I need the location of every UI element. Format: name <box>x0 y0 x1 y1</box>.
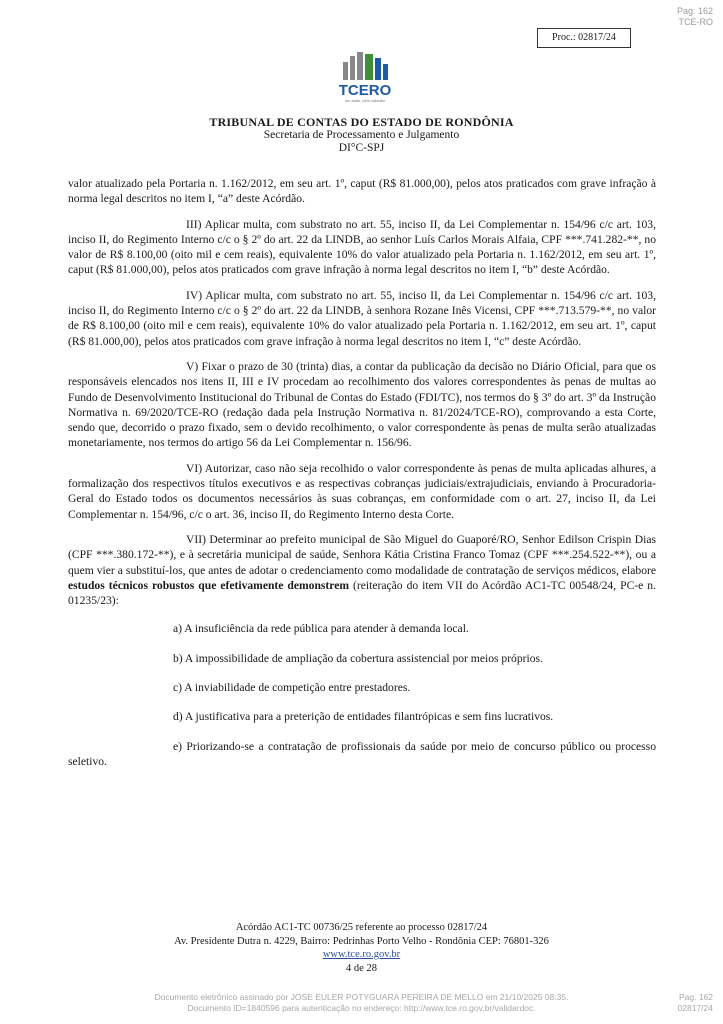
footer-address: Av. Presidente Dutra n. 4229, Bairro: Pedrinhas Porto Velho - Rondônia CEP: 76801-326 <box>174 935 549 947</box>
header-dept: DI°C-SPJ <box>338 142 385 154</box>
document-body <box>68 176 656 783</box>
paragraph-item-vii <box>68 532 656 608</box>
tcero-logo <box>333 48 397 104</box>
list-item-c: c) A inviabilidade de competição entre prestadores. <box>173 681 411 695</box>
footer-website-link[interactable]: www.tce.ro.gov.br <box>322 949 401 960</box>
document-header <box>0 116 723 155</box>
p7-text-bold: estudos técnicos robustos que efetivamente demonstrem <box>68 578 350 592</box>
stamp-page: Pag. 162 <box>676 6 713 16</box>
process-number-box: Proc.: 02817/24 <box>537 28 631 48</box>
stamp-bottom-proc: 02817/24 <box>677 1003 713 1013</box>
stamp-org: TCE-RO <box>678 17 713 27</box>
tcero-logo-icon <box>333 48 397 104</box>
list-item-d: d) A justificativa para a preterição de entidades filantrópicas e sem fins lucrativos. <box>173 710 554 724</box>
paragraph-item-vi: VI) Autorizar, caso não seja recolhido o valor correspondente às penas de multa aplicadas alhures, a formalização dos respectivos títulos executivos e as respectivas cobranças judiciais/extrajudiciais, enviando à Procuradoria-Geral do Estado todos os documentos necessários às suas cobranças, em conformidade com o art. 27, inciso II, da Lei Complementar n. 154/96, c/c o art. 36, inciso II, do Regimento Interno desta Corte. <box>68 461 656 521</box>
electronic-signature-note <box>0 992 723 1014</box>
list-item-a: a) A insuficiência da rede pública para atender à demanda local. <box>173 622 469 636</box>
p7-text-before: VII) Determinar ao prefeito municipal de São Miguel do Guaporé/RO, Senhor Edilson Crispin Dias (CPF ***.380.172-**), e à secretária municipal de saúde, Senhora Kátia Cristina Franco Tomaz (CPF ***.254.522-**), ou a quem vier a substituí-los, que antes de adotar o credenciamento como modalidade de contratação de serviços médicos, elabore <box>68 532 656 577</box>
footer-acordao: Acórdão AC1-TC 00736/25 referente ao processo 02817/24 <box>235 922 488 933</box>
signature-line-1: Documento eletrônico assinado por JOSE EULER POTYGUARA PEREIRA DE MELLO em 21/10/2025 08:35. <box>154 992 569 1002</box>
paragraph-item-v: V) Fixar o prazo de 30 (trinta) dias, a contar da publicação da decisão no Diário Oficial, para que os responsáveis elencados nos itens II, III e IV procedam ao recolhimento dos valores correspondentes às penas de multas ao Fundo de Desenvolvimento Institucional do Tribunal de Contas do Estado (FDI/TC), nos termos do § 3º do art. 3º da Instrução Normativa n. 69/2020/TCE-RO (redação dada pela Instrução Normativa n. 81/2024/TCE-RO), comprovando a esta Corte, sendo que, decorrido o prazo fixado, sem o devido recolhimento, o valor correspondente às penas de multa serão atualizadas monetariamente, nos termos do artigo 56 da Lei Complementar n. 156/96. <box>68 359 656 450</box>
page-stamp-bottom <box>678 992 713 1014</box>
document-footer <box>0 921 723 975</box>
paragraph-item-iv: IV) Aplicar multa, com substrato no art. 55, inciso II, da Lei Complementar n. 154/96 c/c art. 103, inciso II, do Regimento Interno c/c o § 2º do art. 22 da LINDB, à senhora Rozane Inês Vicensi, CPF ***.713.579-**, no valor de R$ 8.100,00 (oito mil e cem reais), equivalente 10% do valor atualizado pela Portaria n. 1.162/2012, em seu art. 1º, caput (R$ 81.000,00), pelos atos praticados com grave infração à norma legal descritos no item I, “c” deste Acórdão. <box>68 288 656 348</box>
page-stamp-top <box>677 6 713 28</box>
paragraph-continuation: valor atualizado pela Portaria n. 1.162/2012, em seu art. 1º, caput (R$ 81.000,00), pelos atos praticados com grave infração à norma legal descritos no item I, “a” deste Acórdão. <box>68 177 656 206</box>
logo-tagline: em ação, pelo cidadão <box>344 98 386 103</box>
paragraph-item-iii: III) Aplicar multa, com substrato no art. 55, inciso II, da Lei Complementar n. 154/96 c/c art. 103, inciso II, do Regimento Interno c/c o § 2º do art. 22 da LINDB, ao senhor Luís Carlos Morais Alfaia, CPF ***.741.282-**, no valor de R$ 8.100,00 (oito mil e cem reais), equivalente 10% do valor atualizado pela Portaria n. 1.162/2012, em seu art. 1º, caput (R$ 81.000,00), pelos atos praticados com grave infração à norma legal descritos no item I, “b” deste Acórdão. <box>68 217 656 277</box>
stamp-bottom-page: Pag. 162 <box>678 992 713 1002</box>
list-item-e: e) Priorizando-se a contratação de profissionais da saúde por meio de concurso público ou processo seletivo. <box>68 739 656 768</box>
logo-text: TCERO <box>338 82 392 99</box>
p7-text-after: (reiteração do item VII do Acórdão AC1-TC 00548/24, PC-e n. 01235/23): <box>68 578 656 608</box>
header-title: TRIBUNAL DE CONTAS DO ESTADO DE RONDÔNIA <box>209 115 514 129</box>
footer-page-number: 4 de 28 <box>346 962 377 974</box>
header-subtitle: Secretaria de Processamento e Julgamento <box>263 129 460 141</box>
list-item-b: b) A impossibilidade de ampliação da cobertura assistencial por meios próprios. <box>173 651 543 665</box>
signature-line-2: Documento ID=1840596 para autenticação no endereço: http://www.tce.ro.gov.br/validardoc. <box>187 1003 536 1013</box>
